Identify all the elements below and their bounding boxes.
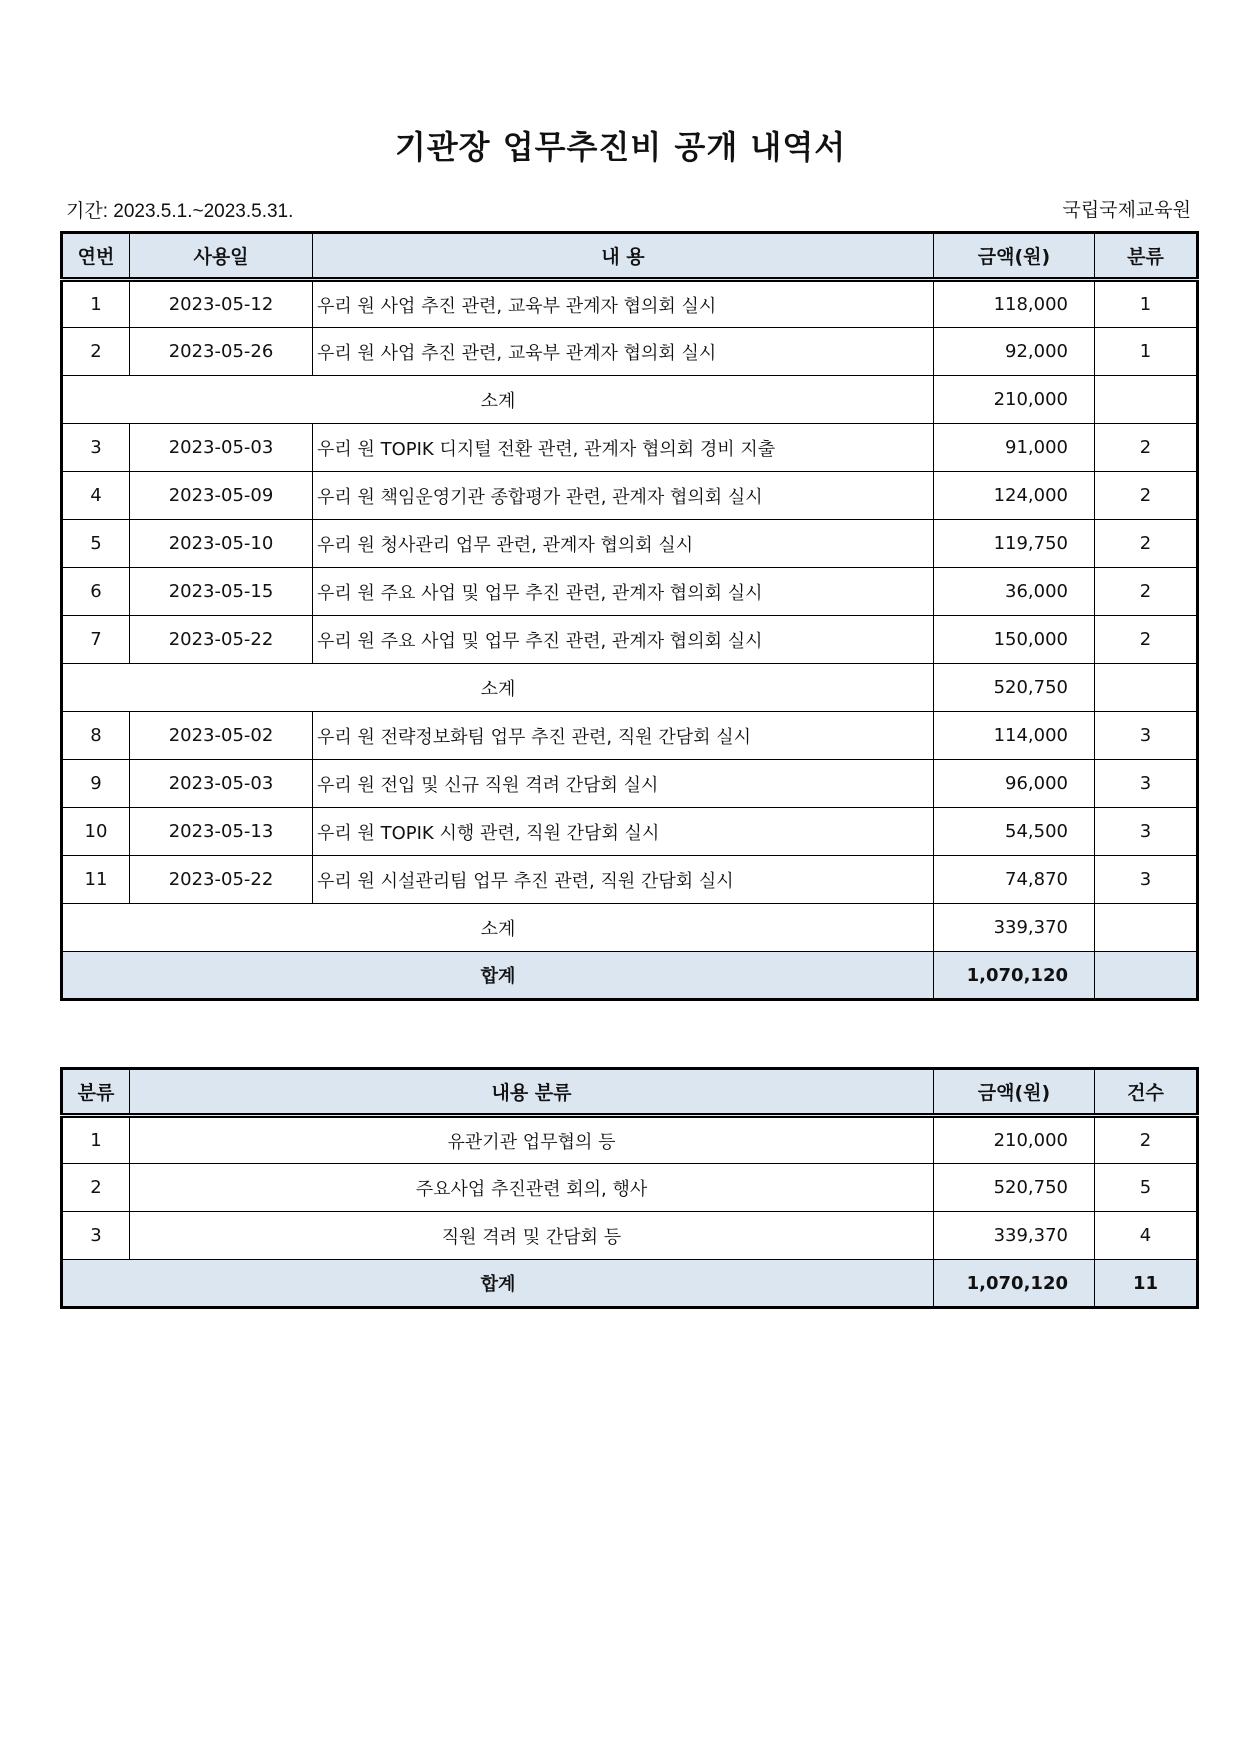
row-date: 2023-05-12 [130,280,313,328]
row-number: 7 [62,616,130,664]
row-amount: 91,000 [934,424,1095,472]
header-category-desc: 내용 분류 [130,1069,934,1116]
row-description: 우리 원 사업 추진 관련, 교육부 관계자 협의회 실시 [313,328,934,376]
row-category: 2 [62,1164,130,1212]
header-date: 사용일 [130,233,313,280]
row-number: 4 [62,472,130,520]
header-category: 분류 [62,1069,130,1116]
row-category: 1 [1095,328,1198,376]
subtotal-row [62,904,1198,952]
row-date: 2023-05-03 [130,760,313,808]
subtotal-empty [1095,664,1198,712]
table-header-row [62,1069,1198,1116]
subtotal-label: 소계 [62,664,934,712]
table-row [62,856,1198,904]
table-row [62,760,1198,808]
row-number: 1 [62,280,130,328]
row-description: 우리 원 주요 사업 및 업무 추진 관련, 관계자 협의회 실시 [313,568,934,616]
row-description: 우리 원 책임운영기관 종합평가 관련, 관계자 협의회 실시 [313,472,934,520]
header-desc: 내 용 [313,233,934,280]
subtotal-empty [1095,904,1198,952]
total-label: 합계 [62,1260,934,1308]
row-date: 2023-05-10 [130,520,313,568]
row-amount: 74,870 [934,856,1095,904]
row-amount: 124,000 [934,472,1095,520]
row-amount: 520,750 [934,1164,1095,1212]
row-date: 2023-05-13 [130,808,313,856]
row-number: 11 [62,856,130,904]
category-summary-table [60,1067,1199,1309]
subtotal-amount: 210,000 [934,376,1095,424]
subtotal-row [62,376,1198,424]
row-category: 2 [1095,616,1198,664]
row-description: 우리 원 전략정보화팀 업무 추진 관련, 직원 간담회 실시 [313,712,934,760]
period-label: 기간: 2023.5.1.~2023.5.31. [66,201,294,222]
row-category: 2 [1095,520,1198,568]
total-label: 합계 [62,952,934,1000]
row-category: 1 [1095,280,1198,328]
row-date: 2023-05-22 [130,856,313,904]
row-category: 2 [1095,424,1198,472]
row-amount: 54,500 [934,808,1095,856]
page-title: 기관장 업무추진비 공개 내역서 [394,128,847,166]
row-category: 2 [1095,568,1198,616]
total-amount: 1,070,120 [934,952,1095,1000]
row-description: 우리 원 전입 및 신규 직원 격려 간담회 실시 [313,760,934,808]
row-category-desc: 직원 격려 및 간담회 등 [130,1212,934,1260]
row-number: 8 [62,712,130,760]
table-row [62,712,1198,760]
row-amount: 118,000 [934,280,1095,328]
row-number: 9 [62,760,130,808]
subtotal-label: 소계 [62,376,934,424]
table-row [62,1164,1198,1212]
total-row [62,952,1198,1000]
row-description: 우리 원 TOPIK 시행 관련, 직원 간담회 실시 [313,808,934,856]
row-category: 3 [1095,808,1198,856]
header-amount: 금액(원) [934,233,1095,280]
table-row [62,424,1198,472]
table-row [62,616,1198,664]
subtotal-amount: 339,370 [934,904,1095,952]
row-category: 1 [62,1116,130,1164]
total-empty [1095,952,1198,1000]
row-date: 2023-05-22 [130,616,313,664]
row-date: 2023-05-26 [130,328,313,376]
subtotal-empty [1095,376,1198,424]
row-count: 5 [1095,1164,1198,1212]
table-row [62,1116,1198,1164]
row-description: 우리 원 주요 사업 및 업무 추진 관련, 관계자 협의회 실시 [313,616,934,664]
subtotal-label: 소계 [62,904,934,952]
row-amount: 92,000 [934,328,1095,376]
row-amount: 114,000 [934,712,1095,760]
row-number: 3 [62,424,130,472]
table-row [62,472,1198,520]
row-amount: 339,370 [934,1212,1095,1260]
row-date: 2023-05-03 [130,424,313,472]
row-category-desc: 주요사업 추진관련 회의, 행사 [130,1164,934,1212]
row-date: 2023-05-15 [130,568,313,616]
row-description: 우리 원 시설관리팀 업무 추진 관련, 직원 간담회 실시 [313,856,934,904]
row-date: 2023-05-09 [130,472,313,520]
row-category: 3 [1095,712,1198,760]
row-amount: 210,000 [934,1116,1095,1164]
row-description: 우리 원 청사관리 업무 관련, 관계자 협의회 실시 [313,520,934,568]
row-number: 2 [62,328,130,376]
table-row [62,808,1198,856]
total-row [62,1260,1198,1308]
total-amount: 1,070,120 [934,1260,1095,1308]
table-row [62,520,1198,568]
row-amount: 150,000 [934,616,1095,664]
header-category: 분류 [1095,233,1198,280]
row-number: 10 [62,808,130,856]
table-row [62,280,1198,328]
row-amount: 119,750 [934,520,1095,568]
row-number: 6 [62,568,130,616]
row-category: 3 [1095,760,1198,808]
table-row [62,1212,1198,1260]
subtotal-row [62,664,1198,712]
table-header-row [62,233,1198,280]
row-category-desc: 유관기관 업무협의 등 [130,1116,934,1164]
row-count: 4 [1095,1212,1198,1260]
row-number: 5 [62,520,130,568]
row-description: 우리 원 TOPIK 디지털 전환 관련, 관계자 협의회 경비 지출 [313,424,934,472]
row-amount: 36,000 [934,568,1095,616]
header-count: 건수 [1095,1069,1198,1116]
row-amount: 96,000 [934,760,1095,808]
organization-name: 국립국제교육원 [1062,199,1191,221]
table-row [62,568,1198,616]
row-category: 3 [1095,856,1198,904]
subtotal-amount: 520,750 [934,664,1095,712]
row-date: 2023-05-02 [130,712,313,760]
row-category: 3 [62,1212,130,1260]
expense-detail-table [60,231,1199,1001]
table-row [62,328,1198,376]
total-count: 11 [1095,1260,1198,1308]
header-amount: 금액(원) [934,1069,1095,1116]
row-description: 우리 원 사업 추진 관련, 교육부 관계자 협의회 실시 [313,280,934,328]
header-no: 연번 [62,233,130,280]
row-category: 2 [1095,472,1198,520]
row-count: 2 [1095,1116,1198,1164]
